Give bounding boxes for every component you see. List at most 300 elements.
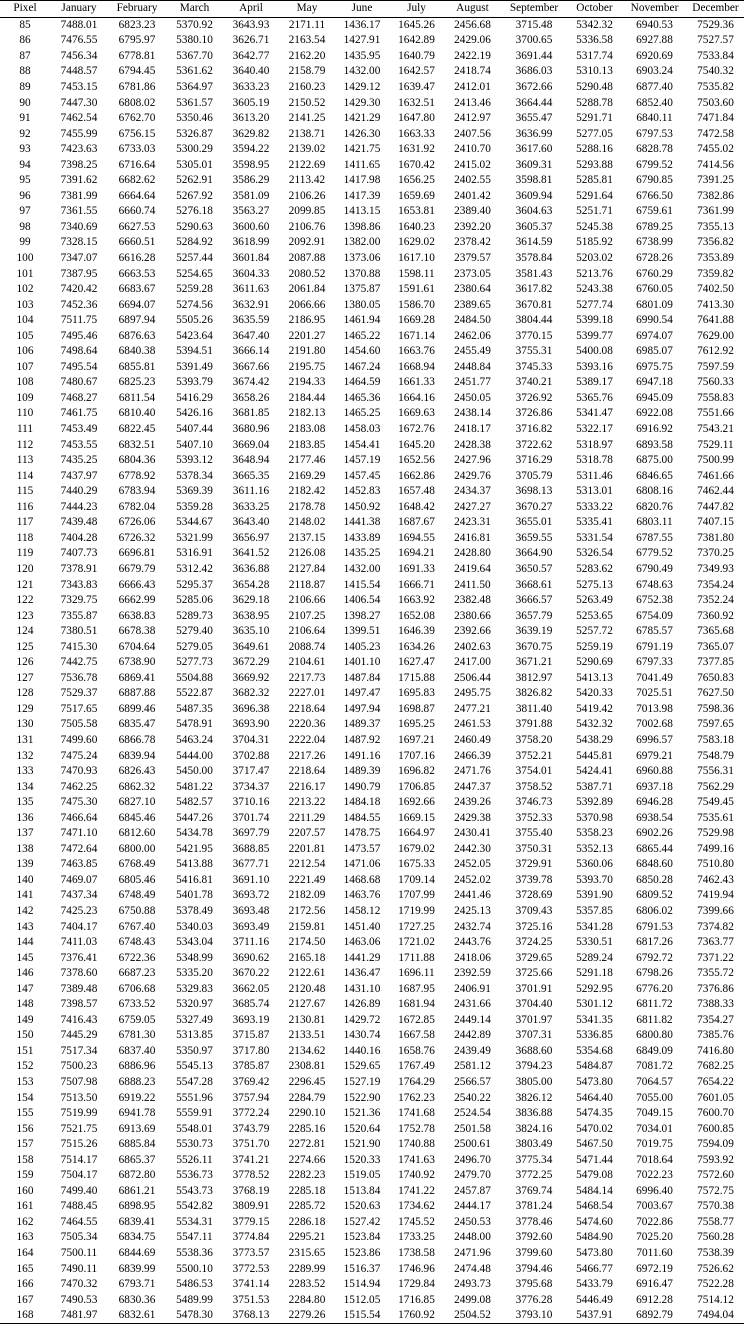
value-cell: 6940.53 [636,18,673,31]
value-cell: 5387.71 [576,780,613,793]
pixel-cell: 131 [16,733,34,746]
value-cell: 7440.29 [60,485,98,498]
value-cell: 2389.40 [454,205,491,218]
value-cell: 1664.16 [398,391,435,404]
value-cell: 2392.66 [454,625,491,638]
value-cell: 1497.94 [343,702,381,715]
value-cell: 6834.75 [118,1231,156,1244]
value-cell: 7055.00 [636,1091,673,1104]
value-cell: 7437.34 [60,889,98,902]
value-cell: 7002.68 [636,718,673,731]
value-cell: 5288.78 [576,96,613,109]
value-cell: 7456.34 [60,49,98,62]
value-cell: 6760.05 [636,283,673,296]
value-cell: 5257.44 [176,252,213,265]
value-cell: 2290.10 [288,1107,326,1120]
pixel-cell: 106 [16,345,34,358]
value-cell: 2450.05 [454,391,491,404]
value-cell: 5313.85 [176,1029,213,1042]
value-cell: 2186.95 [288,314,326,327]
value-cell: 6793.71 [118,1278,156,1291]
value-cell: 2418.17 [454,423,491,436]
value-cell: 1515.54 [335,1308,389,1324]
value-cell: 7453.55 [60,438,98,451]
value-cell: 7470.93 [60,765,98,778]
value-cell: 6886.96 [118,1060,156,1073]
value-cell: 2141.25 [288,112,326,125]
pixel-cell: 153 [16,1076,34,1088]
pixel-cell: 141 [16,889,34,902]
value-cell: 7414.56 [697,158,734,171]
value-cell: 2496.70 [454,1153,491,1166]
value-cell: 3734.37 [232,780,270,793]
table-row [0,919,744,935]
table-row [0,406,744,422]
value-cell: 6679.79 [118,562,156,575]
value-cell: 1668.94 [398,360,435,373]
value-cell: 7407.15 [697,516,734,529]
pixel-cell: 151 [16,1044,34,1057]
value-cell: 3633.25 [232,500,270,513]
value-cell: 2295.21 [288,1231,326,1244]
value-cell: 1435.95 [343,49,381,62]
value-cell: 5295.37 [176,578,213,591]
value-cell: 5487.35 [176,702,213,715]
value-cell: 6825.23 [118,376,156,389]
value-cell: 7019.75 [636,1138,673,1151]
value-cell: 3739.78 [515,873,553,886]
value-cell: 6897.94 [118,314,156,327]
value-cell: 7347.07 [60,252,98,265]
value-cell: 1457.19 [343,454,381,467]
value-cell: 2402.63 [454,640,491,653]
value-cell: 7641.88 [697,314,734,327]
value-cell: 1401.10 [343,656,381,669]
value-cell: 7612.92 [697,345,734,358]
value-cell: 7650.83 [697,671,734,684]
value-cell: 1632.51 [398,96,435,109]
value-cell: 5370.98 [576,811,613,824]
value-cell: 7455.99 [60,127,98,140]
pixel-cell: 139 [16,858,34,871]
value-cell: 3658.26 [232,391,270,404]
value-cell: 7447.30 [60,96,98,109]
value-cell: 1658.76 [398,1044,435,1057]
value-cell: 2217.73 [288,671,326,684]
table-row [0,251,744,267]
value-cell: 5482.57 [176,796,213,809]
value-cell: 2448.84 [454,360,491,373]
value-cell: 7549.45 [697,796,734,809]
pixel-cell: 95 [19,174,31,187]
value-cell: 2217.26 [288,749,326,762]
value-cell: 2566.57 [454,1076,491,1088]
value-cell: 3716.29 [515,454,553,467]
value-cell: 3811.40 [515,702,553,715]
value-cell: 7462.43 [697,873,734,886]
value-cell: 2412.97 [454,112,491,125]
value-cell: 6844.69 [118,1247,156,1260]
value-cell: 5360.06 [576,858,613,871]
table-row [0,966,744,982]
value-cell: 3693.19 [232,1013,270,1026]
value-cell: 7522.28 [697,1278,734,1291]
value-cell: 6912.28 [636,1293,673,1306]
value-cell: 5257.72 [576,625,613,638]
value-cell: 7360.92 [697,609,734,622]
value-cell: 5285.81 [576,174,613,187]
value-cell: 1380.05 [343,298,381,311]
value-cell: 1463.06 [343,936,381,949]
value-cell: 1406.54 [343,594,381,607]
value-cell: 7513.50 [60,1091,98,1104]
table-row [0,1106,744,1122]
value-cell: 2087.88 [288,252,326,265]
value-cell: 7466.64 [60,811,98,824]
value-cell: 7381.80 [697,531,734,544]
value-cell: 7600.70 [697,1107,734,1120]
value-cell: 7601.05 [697,1091,734,1104]
value-cell: 7387.95 [60,267,98,280]
value-cell: 5370.92 [176,18,213,31]
value-cell: 2182.13 [288,407,326,420]
value-cell: 7470.32 [60,1278,98,1291]
pixel-cell: 129 [16,702,34,715]
value-cell: 6861.21 [118,1184,156,1197]
value-cell: 7025.20 [636,1231,673,1244]
value-cell: 6797.53 [636,127,673,140]
value-cell: 3726.92 [515,391,553,404]
value-cell: 7361.99 [697,205,734,218]
value-cell: 1652.08 [398,609,435,622]
value-cell: 2133.51 [288,1029,326,1042]
value-cell: 7471.10 [60,827,98,840]
value-cell: 2401.42 [454,189,491,202]
value-cell: 1413.15 [343,205,381,218]
value-cell: 1698.87 [398,702,435,715]
value-cell: 1653.81 [398,205,435,218]
value-cell: 5305.01 [176,158,213,171]
value-cell: 1629.02 [398,236,435,249]
value-cell: 1672.85 [398,1013,435,1026]
value-cell: 2493.73 [454,1278,491,1291]
value-cell: 7025.51 [636,687,673,700]
value-cell: 5401.78 [176,889,213,902]
value-cell: 6687.23 [118,967,156,980]
value-cell: 2220.36 [288,718,326,731]
pixel-cell: 94 [19,158,31,171]
table-row [0,608,744,624]
table-row [0,391,744,407]
value-cell: 7416.80 [697,1044,734,1057]
value-cell: 1465.22 [343,329,381,342]
value-cell: 1721.02 [398,936,435,949]
pixel-cell: 167 [16,1293,34,1306]
value-cell: 1429.72 [343,1013,381,1026]
value-cell: 2444.17 [454,1200,491,1213]
value-cell: 6945.09 [636,391,673,404]
pixel-cell: 99 [19,236,31,249]
value-cell: 3680.96 [232,423,270,436]
value-cell: 2501.58 [454,1122,491,1135]
value-cell: 6852.40 [636,96,673,109]
pixel-cell: 149 [16,1013,34,1026]
value-cell: 5526.11 [176,1153,213,1166]
pixel-cell: 146 [16,967,34,980]
value-cell: 6664.64 [118,189,156,202]
value-cell: 5329.83 [176,982,213,995]
table-row [0,1199,744,1215]
value-cell: 7500.11 [60,1247,98,1260]
value-cell: 3639.19 [515,625,553,638]
value-cell: 6767.40 [118,920,156,933]
value-cell: 2194.33 [288,376,326,389]
value-cell: 1527.42 [343,1215,381,1228]
value-cell: 7365.07 [697,640,734,653]
table-row [0,764,744,780]
value-cell: 5289.73 [176,609,213,622]
table-row [0,33,744,49]
value-cell: 6830.36 [118,1293,156,1306]
value-cell: 1695.83 [398,687,435,700]
value-cell: 1715.88 [398,671,435,684]
value-cell: 7423.63 [60,143,98,156]
pixel-cell: 110 [16,407,34,420]
value-cell: 7453.15 [60,81,98,93]
table-row [0,204,744,220]
value-cell: 2382.48 [454,594,491,607]
value-cell: 3598.95 [232,158,270,171]
value-cell: 6716.64 [118,158,156,171]
value-cell: 2461.53 [454,718,491,731]
value-cell: 3613.20 [232,112,270,125]
value-cell: 3656.97 [232,531,270,544]
value-cell: 2419.64 [454,562,491,575]
value-cell: 2418.74 [454,65,491,78]
value-cell: 3826.82 [515,687,553,700]
value-cell: 1707.99 [398,889,435,902]
value-cell: 1491.16 [343,749,381,762]
value-cell: 1727.25 [398,920,435,933]
value-cell: 5551.96 [176,1091,213,1104]
value-cell: 2211.29 [288,811,326,824]
value-cell: 2462.06 [454,329,491,342]
value-cell: 2088.74 [288,640,326,653]
value-cell: 5275.13 [576,578,613,591]
value-cell: 3826.12 [515,1091,553,1104]
value-cell: 6974.07 [636,329,673,342]
value-cell: 5463.24 [176,733,213,746]
value-cell: 2442.89 [454,1029,491,1042]
value-cell: 3696.38 [232,702,270,715]
value-cell: 6627.53 [118,220,156,233]
column-header-august: August [444,1,501,18]
value-cell: 3690.62 [232,951,270,964]
value-cell: 2427.96 [454,454,491,467]
table-row [0,639,744,655]
value-cell: 5407.10 [176,438,213,451]
value-cell: 2471.76 [454,765,491,778]
value-cell: 6979.21 [636,749,673,762]
value-cell: 7404.28 [60,531,98,544]
value-cell: 1764.29 [398,1076,435,1088]
value-cell: 1681.94 [398,998,435,1011]
value-cell: 5473.80 [576,1076,613,1088]
pixel-cell: 136 [16,811,34,824]
value-cell: 3717.80 [232,1044,270,1057]
value-cell: 7469.07 [60,873,98,886]
value-cell: 2455.49 [454,345,491,358]
value-cell: 5288.16 [576,143,613,156]
value-cell: 1432.00 [343,65,381,78]
value-cell: 7488.45 [60,1200,98,1213]
value-cell: 7464.55 [60,1215,98,1228]
value-cell: 3717.47 [232,765,270,778]
value-cell: 5326.54 [576,547,613,560]
value-cell: 3665.35 [232,469,270,482]
value-cell: 6876.63 [118,329,156,342]
pixel-cell: 155 [16,1107,34,1120]
table-row [0,235,744,251]
value-cell: 5547.28 [176,1076,213,1088]
value-cell: 2380.64 [454,283,491,296]
value-cell: 7462.44 [697,485,734,498]
value-cell: 7517.34 [60,1044,98,1057]
value-cell: 7529.36 [697,18,734,31]
value-cell: 7551.66 [697,407,734,420]
value-cell: 1513.84 [343,1184,381,1197]
value-cell: 7495.46 [60,329,98,342]
value-cell: 6785.57 [636,625,673,638]
value-cell: 6678.38 [118,625,156,638]
value-cell: 1694.21 [398,547,435,560]
value-cell: 1522.90 [343,1091,381,1104]
value-cell: 6972.19 [636,1262,673,1275]
value-cell: 1666.71 [398,578,435,591]
value-cell: 7654.22 [697,1076,734,1088]
value-cell: 6801.09 [636,298,673,311]
value-cell: 2429.76 [454,469,491,482]
value-cell: 3563.27 [232,205,270,218]
value-cell: 2148.02 [288,516,326,529]
value-cell: 5283.62 [576,562,613,575]
table-row [0,546,744,562]
value-cell: 1514.94 [343,1278,381,1291]
value-cell: 5341.28 [576,920,613,933]
value-cell: 7527.57 [697,34,734,47]
value-cell: 7503.60 [697,96,734,109]
pixel-cell: 122 [16,594,34,607]
value-cell: 2171.11 [288,18,326,31]
value-cell: 6822.45 [118,423,156,436]
value-cell: 3649.61 [232,640,270,653]
value-cell: 1661.33 [398,376,435,389]
value-cell: 6768.49 [118,858,156,871]
value-cell: 3578.84 [515,252,553,265]
value-cell: 1527.19 [343,1076,381,1088]
value-cell: 1692.66 [398,796,435,809]
pixel-cell: 85 [19,18,31,31]
value-cell: 2286.18 [288,1215,326,1228]
value-cell: 2412.01 [454,81,491,93]
value-cell: 6808.16 [636,485,673,498]
table-row [0,671,744,687]
value-cell: 7013.98 [636,702,673,715]
value-cell: 5446.49 [576,1293,613,1306]
value-cell: 2524.54 [454,1107,491,1120]
value-cell: 6996.57 [636,733,673,746]
value-cell: 6849.09 [636,1044,673,1057]
value-cell: 7500.99 [697,454,734,467]
value-cell: 6760.29 [636,267,673,280]
value-cell: 1647.80 [398,112,435,125]
pixel-cell: 121 [16,578,34,591]
value-cell: 7462.54 [60,112,98,125]
value-cell: 2061.84 [288,283,326,296]
value-cell: 1627.47 [398,656,435,669]
value-cell: 6916.92 [636,423,673,436]
value-cell: 7593.92 [697,1153,734,1166]
value-cell: 2284.79 [288,1091,326,1104]
value-cell: 5394.51 [176,345,213,358]
value-cell: 5313.01 [576,485,613,498]
value-cell: 7597.65 [697,718,734,731]
value-cell: 3794.46 [515,1262,553,1275]
value-cell: 3709.43 [515,904,553,917]
value-cell: 3755.31 [515,345,553,358]
table-row [0,888,744,904]
value-cell: 5344.67 [176,516,213,529]
value-cell: 6791.53 [636,920,673,933]
value-cell: 5291.18 [576,967,613,980]
value-cell: 1663.33 [398,127,435,140]
value-cell: 5367.70 [176,49,213,62]
value-cell: 5292.95 [576,982,613,995]
pixel-cell: 108 [16,376,34,389]
value-cell: 5481.22 [176,780,213,793]
value-cell: 1454.41 [343,438,381,451]
value-cell: 3743.79 [232,1122,270,1135]
value-cell: 5336.58 [576,34,613,47]
value-cell: 5530.73 [176,1138,213,1151]
value-cell: 7425.23 [60,904,98,917]
value-cell: 6840.38 [118,345,156,358]
value-cell: 7453.49 [60,423,98,436]
value-cell: 3773.57 [232,1247,270,1260]
value-cell: 1733.25 [398,1231,435,1244]
value-cell: 6752.38 [636,594,673,607]
value-cell: 3662.05 [232,982,270,995]
value-cell: 3626.71 [232,34,270,47]
value-cell: 1484.55 [343,811,381,824]
value-cell: 5311.46 [576,469,613,482]
value-cell: 1679.02 [398,842,435,855]
value-cell: 6756.15 [118,127,156,140]
value-cell: 1729.84 [398,1278,435,1291]
value-cell: 3758.52 [515,780,553,793]
value-cell: 1669.28 [398,314,435,327]
value-cell: 2183.08 [288,423,326,436]
value-cell: 6792.72 [636,951,673,964]
value-cell: 1473.57 [343,842,381,855]
value-cell: 7356.82 [697,236,734,249]
value-cell: 2272.81 [288,1138,326,1151]
value-cell: 2201.81 [288,842,326,855]
value-cell: 2406.91 [454,982,491,995]
value-cell: 7355.87 [60,609,98,622]
value-cell: 6666.43 [118,578,156,591]
value-cell: 7514.17 [60,1153,98,1166]
